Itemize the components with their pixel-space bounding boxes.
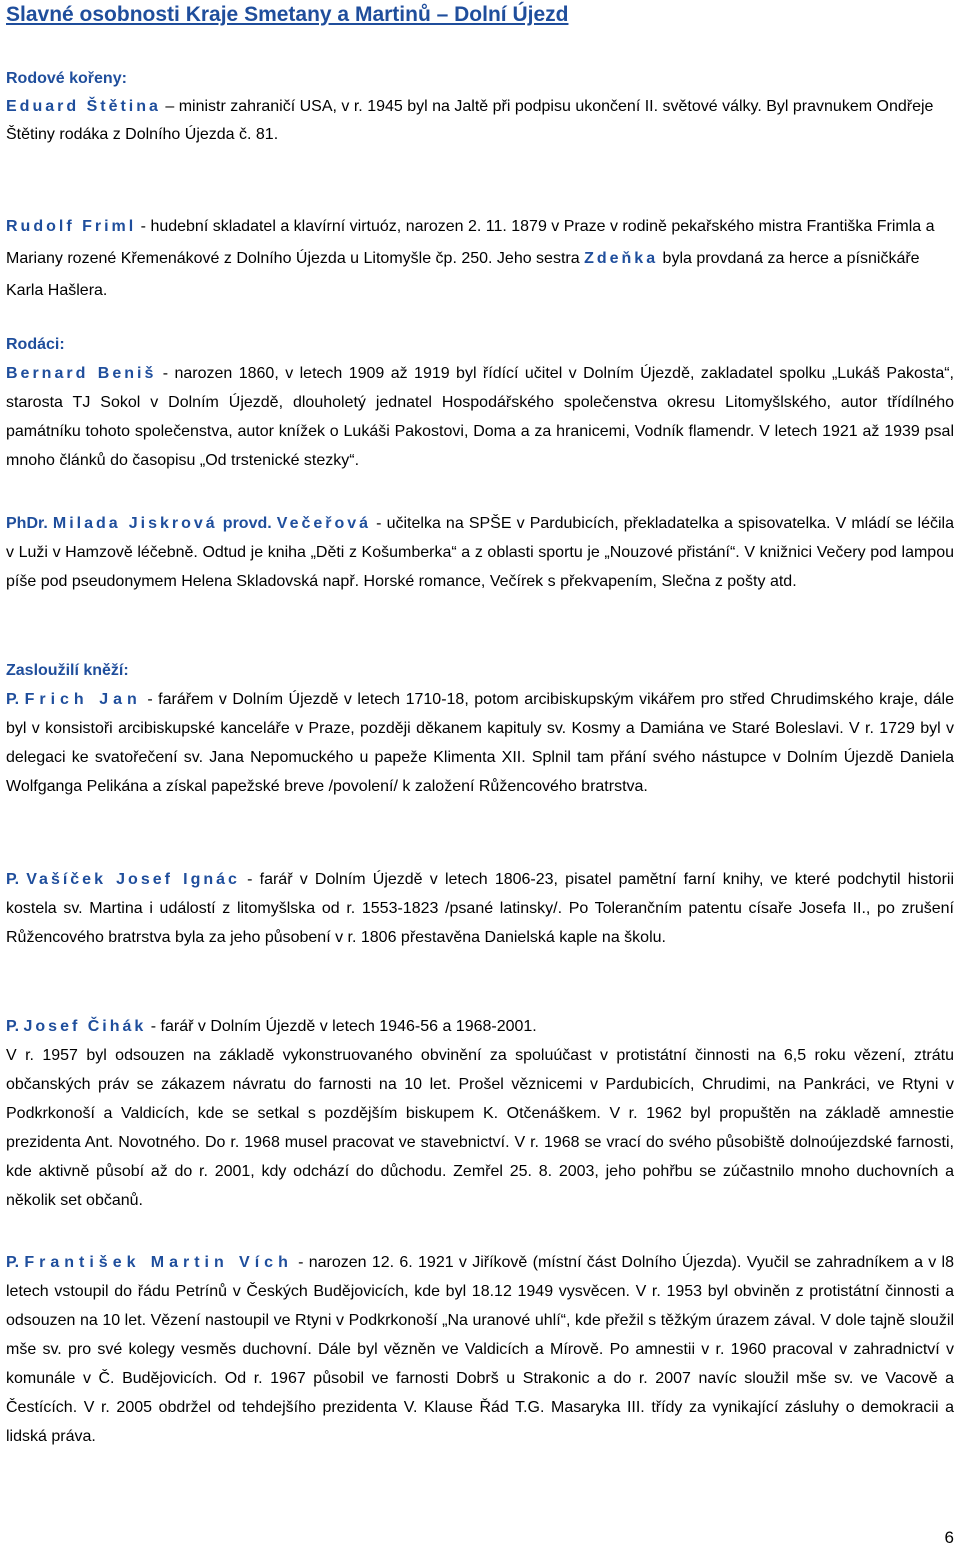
- paragraph-text: - narozen 12. 6. 1921 v Jiříkově (místní část Dolního Újezda). Vyučil se zahradníkem a v l8 letech vstoupil do řádu Petrínů v Českých Budějovicích, kde byl 18.12 1949 vysvěcen. V r. 1953 byl obviněn z protistátní činnosti a odsouzen na 10 let. Vězení nastoupil ve Rtyni v Podkrkonoší „Na uranové uhlí“, kde přežil s těžkým úrazem zával. V dole tajně sloužil mše sv. pro své kolegy vesměs duchovní. Dále byl vězněn ve Valdicích a Mírově. Po amnestii v r. 1960 pracoval v zahradnictví v komunále v Č. Budějovicích. Od r. 1967 působil ve farnosti Dobrš u Strakonic a do r. 2007 navíc sloužil mše sv. ve Vacově a Čestících. V r. 2005 obdržel od tehdejšího prezidenta V. Klause Řád T.G. Masaryka III. třídy za vynikající zásluhy o demokracii a lidská práva.: [6, 1254, 955, 1445]
- paragraph-text: - farář v Dolním Újezdě v letech 1946-56 a 1968-2001.: [146, 1018, 537, 1035]
- title-prefix: PhDr.: [6, 515, 53, 532]
- person-name: Bernard Beniš: [6, 365, 157, 382]
- paragraph-vasicek: [6, 865, 954, 952]
- section-vasicek: [6, 865, 954, 952]
- paragraph-benis: [6, 359, 954, 475]
- paragraph-text: - učitelka na SPŠE v Pardubicích, překladatelka a spisovatelka. V mládí se léčila v Luži v Hamzově léčebně. Odtud je kniha „Děti z Košumberka“ a z oblasti sportu je „Nouzové přistání“. V knižnici Večery pod lampou píše pod pseudonymem Helena Skladovská např. Horské romance, Večírek s překvapením, Slečna z pošty atd.: [6, 515, 955, 590]
- section-heading: Rodáci:: [6, 336, 65, 353]
- paragraph-text: - narozen 1860, v letech 1909 až 1919 byl řídící učitel v Dolním Újezdě, zakladatel spolku „Lukáš Pakosta“, starosta TJ Sokol v Dolním Újezdě, dlouholetý jednatel Hospodářského společenstva okresu Litomyšlského, autor třídílného památníku tohoto společenstva, autor knížek o Lukáši Pakostovi, Doma a za hranicemi, Vodník flamendr. V letech 1921 až 1939 psal mnoho článků do časopisu „Od trstenické stezky“.: [6, 365, 954, 469]
- paragraph-friml: [6, 211, 954, 307]
- paragraph-frich: [6, 685, 954, 801]
- paragraph-text: byla provdaná za herce a písničkáře Karla Hašlera.: [6, 250, 920, 299]
- paragraph-cihak-first: [6, 1012, 954, 1041]
- section-jiskrova: [6, 509, 954, 596]
- person-name: Eduard Štětina: [6, 98, 161, 115]
- section-heading: Rodové kořeny:: [6, 70, 127, 87]
- paragraph-vich: [6, 1248, 954, 1451]
- section-knezi: [6, 656, 954, 801]
- section-rodaci: [6, 330, 954, 475]
- person-name: Zdeňka: [584, 250, 659, 267]
- paragraph-text: - farářem v Dolním Újezdě v letech 1710-18, potom arcibiskupským vikářem pro střed Chrudimského kraje, dále byl v konsistoři arcibiskupské kanceláře v Praze, později děkanem kapituly sv. Kosmy a Damiána ve Staré Boleslavi. V r. 1729 byl v delegaci ke svatořečení sv. Jana Nepomuckého u papeže Klimenta XII. Splnil tam přání svého nástupce v Dolním Újezdě Daniela Wolfganga Pelikána a získal papežské breve /povolení/ k založení Růžencového bratrstva.: [6, 691, 955, 795]
- page-title: Slavné osobnosti Kraje Smetany a Martinů – Dolní Újezd: [6, 3, 569, 26]
- section-friml: [6, 211, 954, 307]
- person-name: František Martin Vích: [24, 1254, 293, 1271]
- paragraph-jiskrova: [6, 509, 954, 596]
- person-name: Milada Jiskrová: [52, 515, 218, 532]
- section-vich: [6, 1248, 954, 1451]
- paragraph-cihak: V r. 1957 byl odsouzen na základě vykonstruovaného obvinění za spoluúčast v protistátní činnosti na 6,5 roku vězení, ztrátu občanských práv se zákazem návratu do farnosti na 10 let. Prošel věznicemi v Pardubicích, Chrudimi, na Pankráci, ve Rtyni v Podkrkonoší a Valdicích, kde se setkal s pozdějším biskupem K. Otčenáškem. V r. 1962 byl propuštěn na základě amnestie prezidenta Ant. Novotného. Do r. 1968 musel pracovat ve stavebnictví. V r. 1968 se vrací do svého působiště dolnoújezdské farnosti, kde aktivně působí až do r. 2001, kdy odchází do důchodu. Zemřel 25. 8. 2003, jeho pohřbu se zúčastnilo mnoho duchovních a několik set občanů.: [6, 1047, 954, 1209]
- title-prefix: P.: [6, 1254, 25, 1271]
- name-connector: provd.: [217, 515, 277, 532]
- person-name: Rudolf Friml: [6, 218, 137, 235]
- person-name: Večeřová: [276, 515, 372, 532]
- title-prefix: P.: [6, 1018, 24, 1035]
- section-heading: Zasloužilí kněží:: [6, 662, 129, 679]
- paragraph-text: - hudební skladatel a klavírní virtuóz, narozen 2. 11. 1879 v Praze v rodině pekařského mistra Františka Frimla a Mariany rozené Křemenákové z Dolního Újezda u Litomyšle čp. 250. Jeho sestra: [6, 218, 935, 267]
- person-name: Vašíček Josef Ignác: [26, 871, 240, 888]
- title-prefix: P.: [6, 871, 27, 888]
- section-rodove-koreny: [6, 64, 954, 149]
- person-name: Josef Čihák: [23, 1018, 147, 1035]
- paragraph-stetina: [6, 93, 954, 149]
- title-prefix: P.: [6, 691, 25, 708]
- page-number: 6: [944, 1528, 954, 1547]
- paragraph-text: - farář v Dolním Újezdě v letech 1806-23, pisatel pamětní farní knihy, ve které podchytil historii kostela sv. Martina i událostí z litomyšlska od r. 1553-1823 /psané latinsky/. Po Tolerančním patentu císaře Josefa II., po zrušení Růžencového bratrstva byla za jeho působení v r. 1806 přestavěna Danielská kaple na školu.: [6, 871, 955, 946]
- paragraph-text: – ministr zahraničí USA, v r. 1945 byl na Jaltě při podpisu ukončení II. světové války. Byl pravnukem Ondřeje Štětiny rodáka z Dolního Újezda č. 81.: [6, 98, 934, 143]
- section-cihak: [6, 1012, 954, 1215]
- person-name: Frich Jan: [24, 691, 142, 708]
